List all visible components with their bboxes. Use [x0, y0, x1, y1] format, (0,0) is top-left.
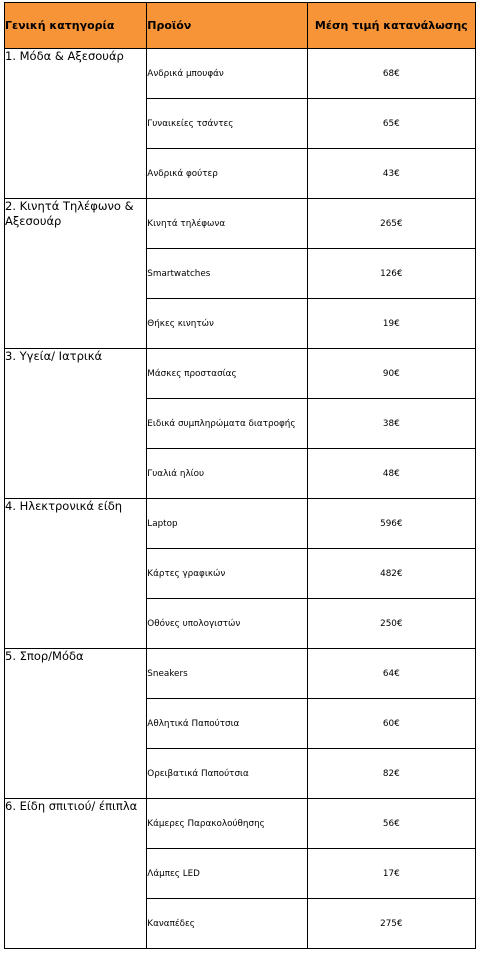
- product-cell: Κάρτες γραφικών: [147, 549, 307, 599]
- category-cell: 3. Υγεία/ Ιατρικά: [5, 349, 147, 499]
- product-cell: Κινητά τηλέφωνα: [147, 199, 307, 249]
- price-table: [4, 2, 476, 949]
- price-cell: 38€: [307, 399, 475, 449]
- category-cell: 2. Κινητά Τηλέφωνο & Αξεσουάρ: [5, 199, 147, 349]
- table-row: [5, 349, 476, 399]
- header-row: [5, 3, 476, 49]
- header-product: Προϊόν: [147, 3, 307, 49]
- price-cell: 48€: [307, 449, 475, 499]
- price-cell: 43€: [307, 149, 475, 199]
- product-cell: Θήκες κινητών: [147, 299, 307, 349]
- table-row: [5, 649, 476, 699]
- product-cell: Λάμπες LED: [147, 849, 307, 899]
- price-cell: 90€: [307, 349, 475, 399]
- product-cell: Γυναικείες τσάντες: [147, 99, 307, 149]
- price-cell: 56€: [307, 799, 475, 849]
- table-row: [5, 499, 476, 549]
- price-cell: 250€: [307, 599, 475, 649]
- price-cell: 17€: [307, 849, 475, 899]
- price-cell: 65€: [307, 99, 475, 149]
- price-cell: 596€: [307, 499, 475, 549]
- price-cell: 60€: [307, 699, 475, 749]
- category-cell: 4. Ηλεκτρονικά είδη: [5, 499, 147, 649]
- header-category: Γενική κατηγορία: [5, 3, 147, 49]
- product-cell: Κάμερες Παρακολούθησης: [147, 799, 307, 849]
- category-cell: 6. Είδη σπιτιού/ έπιπλα: [5, 799, 147, 949]
- header-price: Μέση τιμή κατανάλωσης: [307, 3, 475, 49]
- price-cell: 265€: [307, 199, 475, 249]
- price-cell: 482€: [307, 549, 475, 599]
- table-row: [5, 49, 476, 99]
- price-cell: 64€: [307, 649, 475, 699]
- category-cell: 1. Μόδα & Αξεσουάρ: [5, 49, 147, 199]
- product-cell: Sneakers: [147, 649, 307, 699]
- category-cell: 5. Σπορ/Μόδα: [5, 649, 147, 799]
- table-row: [5, 799, 476, 849]
- price-cell: 68€: [307, 49, 475, 99]
- price-cell: 19€: [307, 299, 475, 349]
- table-body: [5, 49, 476, 949]
- product-cell: Ειδικά συμπληρώματα διατροφής: [147, 399, 307, 449]
- product-cell: Ανδρικά φούτερ: [147, 149, 307, 199]
- table-header: [5, 3, 476, 49]
- product-cell: Ορειβατικά Παπούτσια: [147, 749, 307, 799]
- product-cell: Καναπέδες: [147, 899, 307, 949]
- price-cell: 126€: [307, 249, 475, 299]
- table-row: [5, 199, 476, 249]
- price-cell: 82€: [307, 749, 475, 799]
- product-cell: Smartwatches: [147, 249, 307, 299]
- product-cell: Γυαλιά ηλίου: [147, 449, 307, 499]
- product-cell: Οθόνες υπολογιστών: [147, 599, 307, 649]
- product-cell: Αθλητικά Παπούτσια: [147, 699, 307, 749]
- product-cell: Μάσκες προστασίας: [147, 349, 307, 399]
- product-cell: Laptop: [147, 499, 307, 549]
- price-cell: 275€: [307, 899, 475, 949]
- product-cell: Ανδρικά μπουφάν: [147, 49, 307, 99]
